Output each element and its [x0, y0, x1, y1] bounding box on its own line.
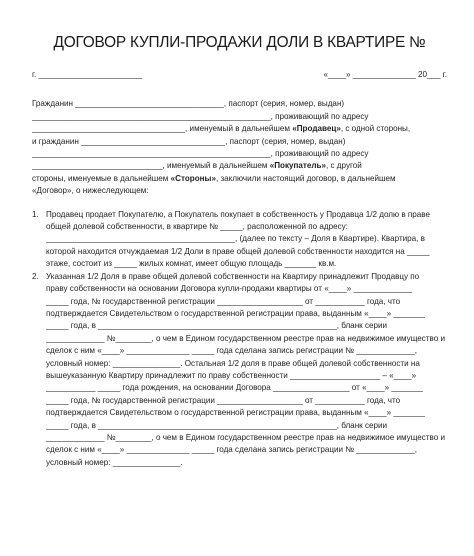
clause-2: [32, 271, 447, 470]
clause-line: сделок с ним «____» ______________ _____ года сделана запись регистрации № _____________,: [46, 346, 417, 356]
preamble-line: «Договор», о нижеследующем:: [32, 186, 149, 196]
clause-line: _____________ №________, о чем в Едином государственном реестре прав на недвижимое имущество и: [46, 432, 446, 442]
clause-line: этаже, состоит из _____ жилых комнат, имеет общую площадь _______ кв.м.: [46, 259, 337, 269]
preamble-line: _____________________________, именуемый в дальнейшем «Покупатель», с другой: [32, 161, 362, 171]
clause-line: сделок с ним «____» ______________ _____ года сделана запись регистрации № _____________,: [46, 445, 417, 455]
clause-line: _____ года, в _____________________________________________________, бланк серии: [46, 420, 388, 430]
clause-line: _____________ №________, о чем в Едином государственном реестре прав на недвижимое имущество и: [46, 333, 446, 343]
date-line: «____» ______________ 20___ г.: [323, 70, 447, 79]
place-line: г. _______________________: [32, 70, 142, 79]
preamble-line: _____________________________________________________, проживающий по адресу: [32, 149, 369, 159]
place-date-row: [32, 69, 447, 81]
clause-1: [32, 209, 447, 271]
clause-number: 2.: [32, 271, 39, 281]
clause-line: вышеуказанную Квартиру принадлежит по праву собственности ____________________ – «____»: [46, 370, 417, 380]
preamble-line: Гражданин _________________________________, паспорт (серия, номер, выдан): [32, 99, 345, 109]
clause-line: праву собственности на основании Договора купли-продажи квартиры от «____» _____________: [46, 284, 412, 294]
clause-line: ___________ _____ года рождения, на основании Договора _________________ от «____» _______: [46, 383, 423, 393]
clause-number: 1.: [32, 209, 39, 219]
document-title: ДОГОВОР КУПЛИ-ПРОДАЖИ ДОЛИ В КВАРТИРЕ №: [53, 34, 426, 51]
clause-line: которой находится отчуждаемая 1/2 Доли в праве общей долевой собственности находится на _____: [46, 246, 430, 256]
clause-line: _____ года, № государственной регистрации ___________________ от ___________ года, что: [46, 296, 401, 306]
preamble-line: _____________________________________________________, проживающий по адресу: [32, 111, 369, 121]
clause-line: Продавец продает Покупателю, а Покупатель покупает в собственность у Продавца 1/2 долю в праве: [46, 209, 430, 219]
clause-line: подтверждается Свидетельством о государственной регистрации права, выданным «____» _______: [46, 308, 425, 318]
clause-line: условный номер: _______________.: [46, 457, 183, 467]
clause-line: условный номер: _______________. Остальная 1/2 доля в праве общей долевой собственности на: [46, 358, 420, 368]
preamble-line: стороны, именуемые в дальнейшем «Стороны», заключили настоящий договор, в дальнейшем: [32, 173, 396, 183]
clause-line: _____ года, № государственной регистрации ___________________ от ___________ года, что: [46, 395, 401, 405]
clause-line: _____ года, в _____________________________________________________, бланк серии: [46, 321, 388, 331]
clause-list: [32, 209, 447, 470]
clause-line: общей долевой собственности, в квартире № _____, расположенной по адресу:: [46, 222, 348, 232]
clause-line: Указанная 1/2 Доля в праве общей долевой собственности на Квартиру принадлежит Продавцу по: [46, 271, 420, 281]
clause-line: подтверждается Свидетельством о государственной регистрации права, выданным «____» _______: [46, 408, 425, 418]
preamble-line: и гражданин ________________________________, паспорт (серия, номер, выдан): [32, 136, 346, 146]
document-body: [32, 52, 447, 469]
preamble-line: __________________________________, именуемый в дальнейшем «Продавец», с одной стороны,: [32, 124, 411, 134]
clause-line: __________________________________________, (далее по тексту – Доля в Квартире). Квартира, в: [46, 234, 425, 244]
preamble: [32, 98, 447, 197]
